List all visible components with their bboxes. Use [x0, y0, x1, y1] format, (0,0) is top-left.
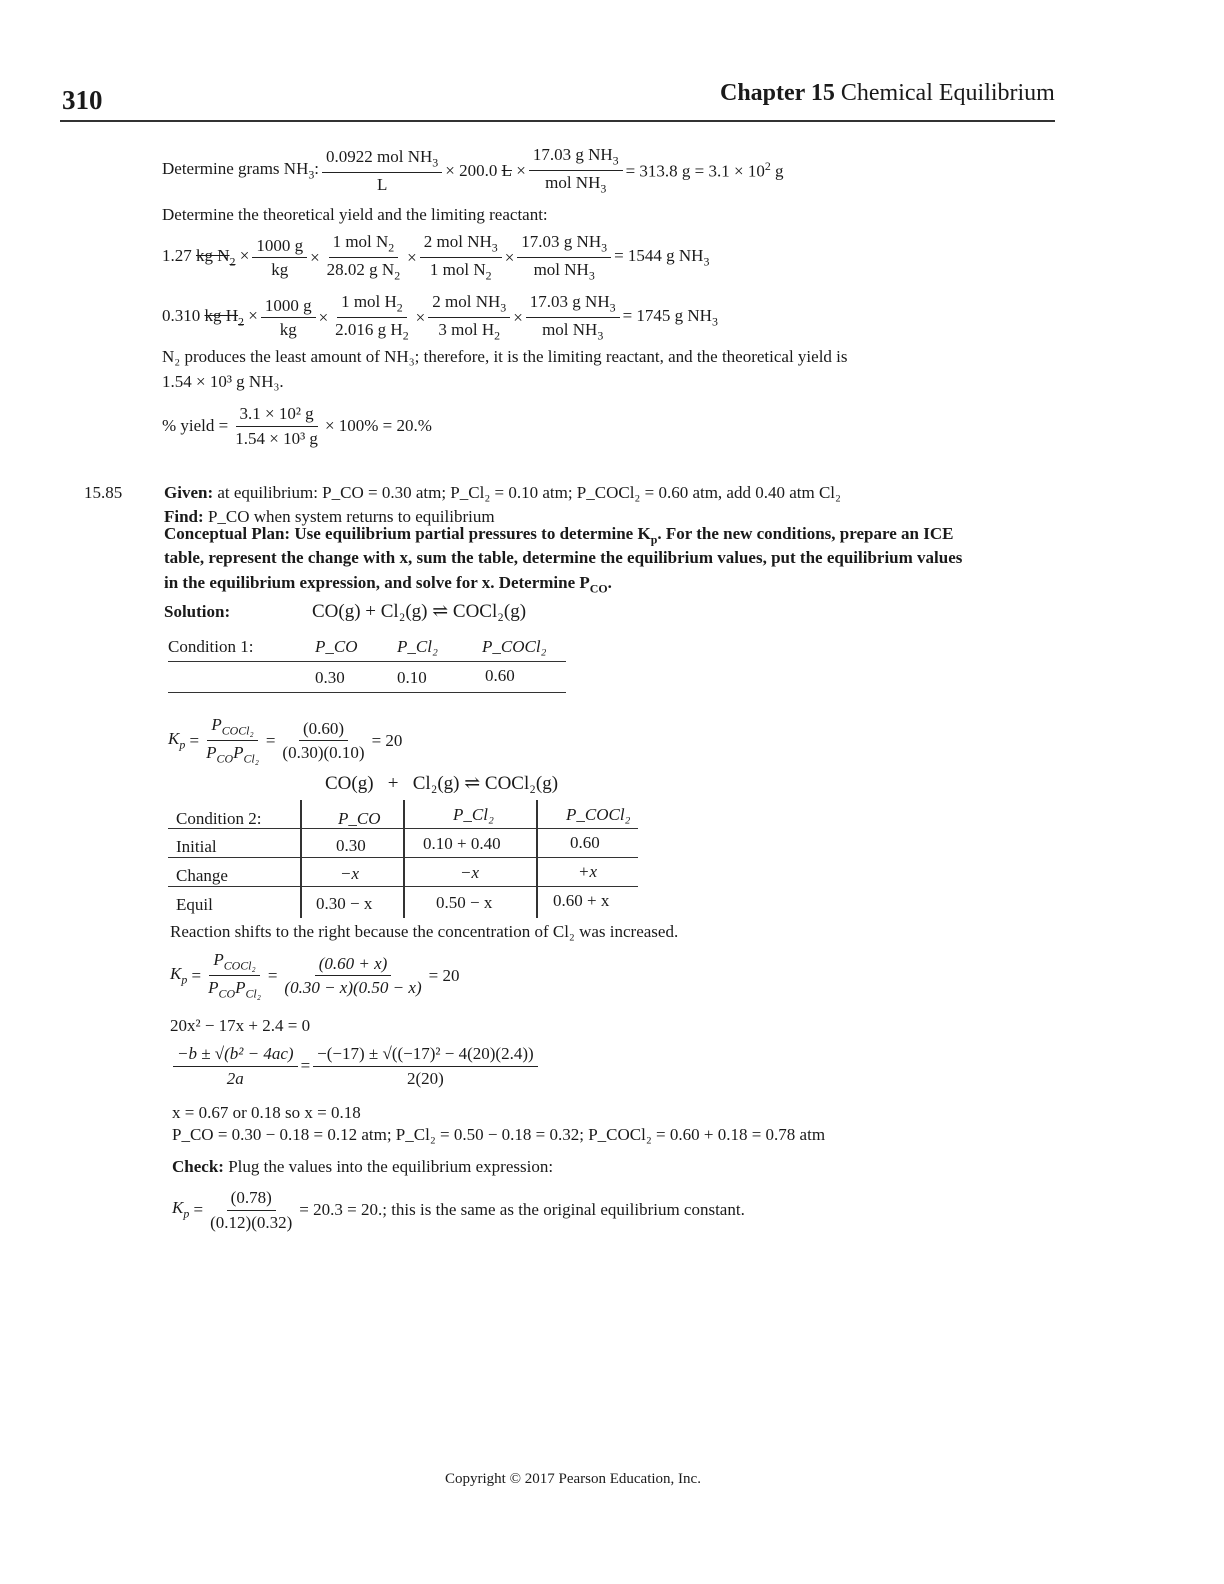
ice-change-label: Change: [176, 866, 228, 885]
plan-line-1: Conceptual Plan: Use equilibrium partial pressures to determine $K_p$. For the new conditions, prepare an ICE: [164, 524, 954, 547]
grams-result: = 313.8 $g = 3.1 \times 10^2$ g: [625, 159, 784, 181]
reaction-equation: CO(g) + Cl₂(g) ⇌ COCl₂(g): [312, 601, 527, 622]
h2-f1: $\frac{1000 g}{kg}$: [261, 296, 316, 340]
condition1-rule: [168, 661, 566, 662]
fraction-mol-per-l: $\frac{0.0922 mol NH_3}{L}$: [322, 147, 442, 195]
ice-initial-label: Initial: [176, 837, 217, 856]
kp2-pressure-fraction: $\frac{P_{COCl_2}}{P_{CO}P_{Cl_2}}$: [208, 950, 261, 1001]
limiting-text-2: 1.54 × 10³ g NH₃.: [162, 372, 284, 391]
kp-result: = 20: [371, 730, 403, 750]
quadratic-equation: 20x² − 17x + 2.4 = 0: [170, 1016, 311, 1035]
ice-initial-cl2: 0.10 + 0.40: [423, 834, 501, 853]
condition1-header-cocl2: P_COCl₂: [482, 637, 547, 656]
h2-result: = 1745 g $NH_3$: [622, 305, 718, 329]
quadratic-formula-general: $\frac{\text{−b ± √(b² − 4ac)}}{2a}$: [173, 1044, 298, 1088]
find-line: Find: P_CO when system returns to equilibrium: [164, 507, 495, 526]
shift-text: Reaction shifts to the right because the concentration of Cl₂ was increased.: [170, 922, 679, 941]
ice-row-header-label: Condition 2:: [176, 809, 262, 828]
ice-change-cocl2: +x: [578, 862, 598, 881]
plan-line-2: table, represent the change with x, sum the table, determine the equilibrium values, put the equilibrium values: [164, 548, 963, 567]
kp-values: $\frac{(0.60)}{(0.30)(0.10)}$: [282, 718, 365, 763]
condition1-value-cl2: 0.10: [397, 668, 427, 687]
h2-f2: $\frac{1 mol H_2}{2.016 g H_2}$: [335, 292, 409, 343]
condition1-label: Condition 1:: [168, 637, 254, 656]
ice-header-co: P_CO: [338, 809, 381, 828]
percent-yield-fraction: $\frac{\text{3.1 × 10² g}}{\text{1.54 × 10³ g}}$: [235, 404, 318, 448]
header-rule: [60, 120, 1055, 122]
fraction-molar-mass: $\frac{17.03 g NH_3}{mol NH_3}$: [529, 145, 623, 196]
chapter-name: Chemical Equilibrium: [840, 80, 1055, 106]
chapter-title: [720, 80, 1055, 107]
ice-equil-label: Equil: [176, 895, 213, 914]
equilibrium-pressures: P_CO = 0.30 − 0.18 = 0.12 atm; P_Cl₂ = 0.50 − 0.18 = 0.32; P_COCl₂ = 0.60 + 0.18 = 0.78 atm: [172, 1125, 826, 1144]
percent-yield: [162, 404, 432, 448]
n2-f2: $\frac{1 mol N_2}{28.02 g N_2}$: [326, 232, 401, 283]
percent-yield-result: × 100% = 20.%: [324, 416, 432, 436]
ice-initial-cocl2: 0.60: [570, 833, 600, 852]
kp-symbol: $K_p$: [168, 728, 186, 752]
problem-number: 15.85: [84, 483, 123, 502]
condition1-value-cocl2: 0.60: [485, 666, 515, 685]
kp2-value-fraction: $\frac{(0.60 + x)}{(0.30 - x)(0.50 - x)}$: [284, 953, 422, 998]
n2-calculation: 1.27 kg $N_2$ × $\frac{1000 g}{kg}$ × $\frac{1 mol N_2}{28.02 g N_2}$ × $\frac{2 mol NH_3}{1 mol N_2}$ × $\frac{17.03 g NH_3}{mol NH_3}$ = 1544 g $NH_3$: [162, 232, 710, 283]
n2-f4: $\frac{17.03 g NH_3}{mol NH_3}$: [517, 232, 611, 283]
h2-calculation: 0.310 kg $H_2$ × $\frac{1000 g}{kg}$ × $\frac{1 mol H_2}{2.016 g H_2}$ × $\frac{2 mol NH_3}{3 mol H_2}$ × $\frac{17.03 g NH_3}{mol NH_3}$ = 1745 g $NH_3$: [162, 292, 718, 343]
h2-f3: $\frac{2 mol NH_3}{3 mol H_2}$: [428, 292, 510, 343]
ice-initial-co: 0.30: [336, 836, 366, 855]
ice-equil-cl2: 0.50 − x: [436, 893, 493, 912]
grams-label: Determine grams $NH_3$:: [162, 158, 320, 182]
ice-header-cocl2: P_COCl₂: [566, 805, 631, 824]
kp2-expression: $K_p$ = $\frac{P_{COCl_2}}{P_{CO}P_{Cl_2}}$ = $\frac{(0.60 + x)}{(0.30 - x)(0.50 - x)}$ = 20: [170, 950, 460, 1001]
quadratic-formula-values: $\frac{\text{−(−17) ± √((−17)² − 4(20)(2.4))}}{2(20)}$: [313, 1044, 537, 1088]
theoretical-intro: Determine the theoretical yield and the limiting reactant:: [162, 205, 548, 224]
condition1-bottom-rule: [168, 692, 566, 693]
limiting-text-1: N₂ produces the least amount of NH₃; therefore, it is the limiting reactant, and the theoretical yield is: [162, 347, 848, 366]
condition2-reaction: CO(g) + Cl₂(g) ⇌ COCl₂(g): [325, 773, 559, 794]
check-kp-symbol: $K_p$: [172, 1198, 190, 1221]
kp2-symbol: $K_p$: [170, 963, 188, 987]
kp2-result: = 20: [428, 965, 460, 985]
condition1-value-co: 0.30: [315, 668, 345, 687]
kp-calculation: $K_p$ = $\frac{P_{COCl_2}}{P_{CO}P_{Cl_2}}$ = $\frac{(0.60)}{(0.30)(0.10)}$ = 20: [168, 715, 403, 766]
h2-f4: $\frac{17.03 g NH_3}{mol NH_3}$: [526, 292, 620, 343]
ice-equil-cocl2: 0.60 + x: [553, 891, 610, 910]
n2-result: = 1544 g $NH_3$: [614, 245, 710, 269]
n2-f1: $\frac{1000 g}{kg}$: [252, 236, 307, 280]
check-fraction: $\frac{(0.78)}{(0.12)(0.32)}$: [210, 1188, 293, 1232]
page-number: 310: [62, 85, 103, 115]
volume-multiplier: × 200.0: [445, 160, 498, 180]
n2-f3: $\frac{2 mol NH_3}{1 mol N_2}$: [420, 232, 502, 283]
quadratic-formula: $\frac{\text{−b ± √(b² − 4ac)}}{2a}$ = $\frac{\text{−(−17) ± √((−17)² − 4(20)(2.4))}}{2(20)}$: [170, 1044, 541, 1088]
plan-line-3: in the equilibrium expression, and solve for x. Determine $P_{CO}$.: [164, 573, 612, 596]
check-line: Check: Plug the values into the equilibrium expression:: [172, 1157, 554, 1176]
x-result: x = 0.67 or 0.18 so x = 0.18: [172, 1103, 361, 1122]
copyright-footer: Copyright © 2017 Pearson Education, Inc.: [445, 1471, 701, 1487]
grams-nh3-equation: Determine grams $NH_3$: $\frac{0.0922 mol NH_3}{L}$ × 200.0 L × $\frac{17.03 g NH_3}{mol NH_3}$ = 313.8 $g = 3.1 \times 10^2$ g: [162, 145, 784, 196]
solution-label: Solution:: [164, 602, 231, 621]
check-result: = 20.3 = 20.; this is the same as the original equilibrium constant.: [299, 1200, 745, 1220]
ice-equil-co: 0.30 − x: [316, 894, 373, 913]
check-calculation: $K_p$ = $\frac{(0.78)}{(0.12)(0.32)}$ = 20.3 = 20.; this is the same as the original equilibrium constant.: [172, 1188, 745, 1232]
percent-yield-label: % yield =: [162, 416, 229, 436]
ice-header-cl2: P_Cl₂: [453, 805, 494, 824]
ice-change-co: −x: [340, 864, 360, 883]
ice-change-cl2: −x: [460, 863, 480, 882]
cancel-unit: L: [501, 160, 512, 180]
kp-expression: $\frac{P_{COCl_2}}{P_{CO}P_{Cl_2}}$: [206, 715, 259, 766]
condition1-header-co: P_CO: [315, 637, 358, 656]
chapter-number: Chapter 15: [720, 80, 835, 106]
condition1-header-cl2: P_Cl₂: [397, 637, 438, 656]
h2-lead: 0.310 kg $H_2$ ×: [162, 305, 258, 329]
given-line: Given: at equilibrium: P_CO = 0.30 atm; P_Cl₂ = 0.10 atm; P_COCl₂ = 0.60 atm, add 0.40 atm Cl₂: [164, 483, 841, 502]
ice-table: [168, 800, 638, 918]
n2-lead: 1.27 kg $N_2$ ×: [162, 245, 250, 269]
